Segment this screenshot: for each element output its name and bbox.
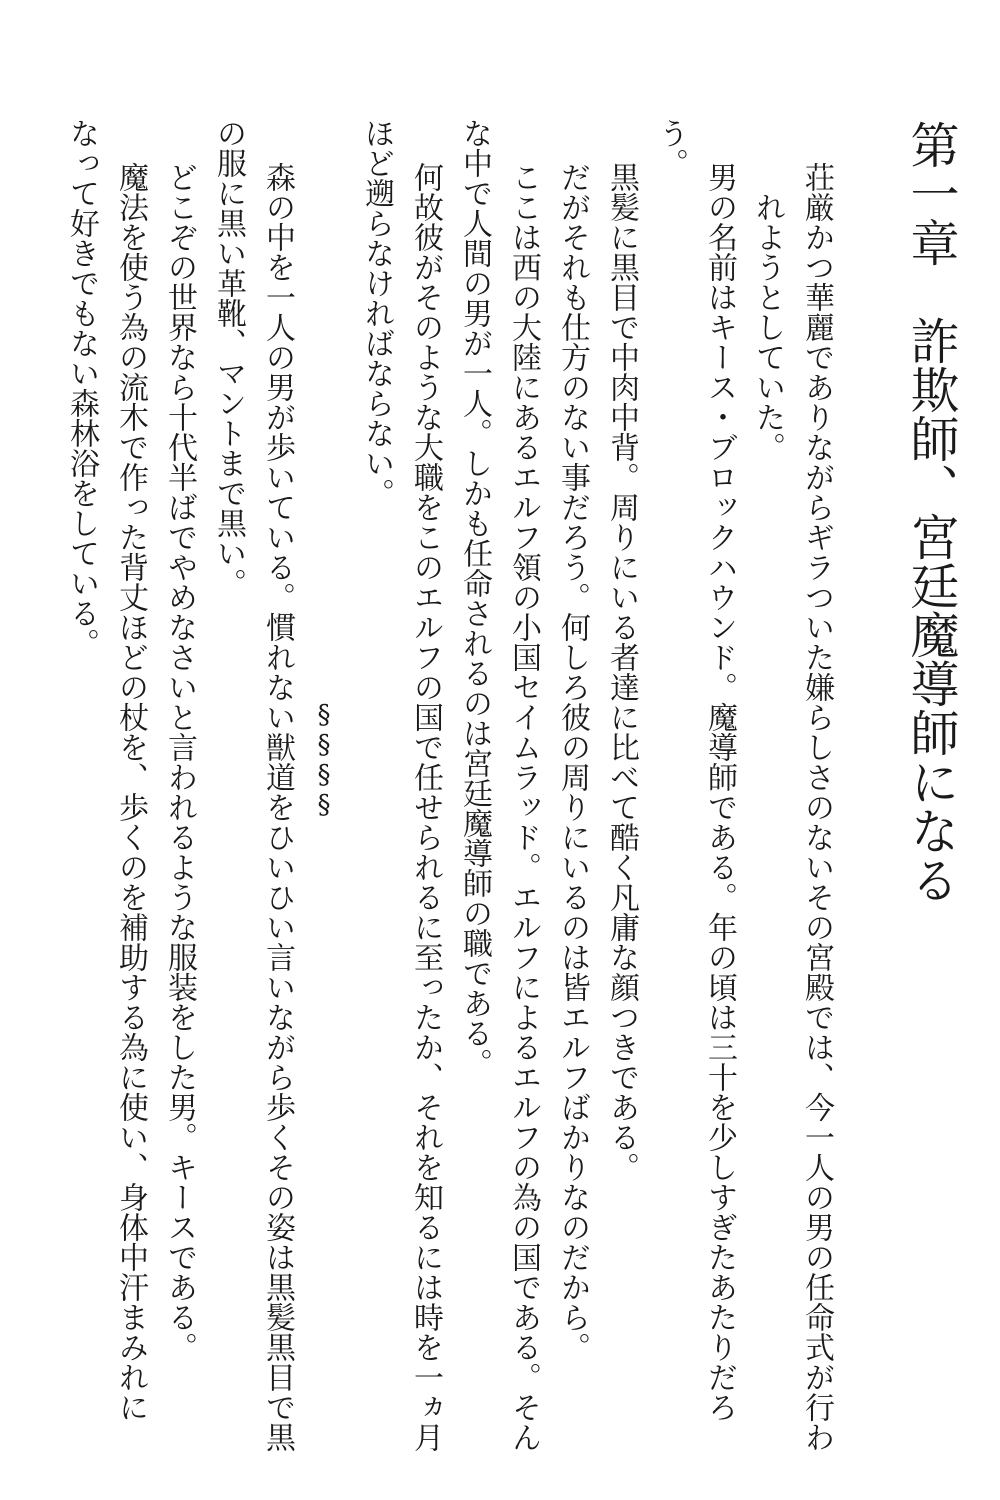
paragraph-6-line-1: 何故彼がそのような大職をこのエルフの国で任せられるに至ったか、それを知るには時を一ヵ月 (408, 162, 443, 1452)
paragraph-8-line-1: どこぞの世界なら十代半ばでやめなさいと言われるような服装をした男。キースである。 (162, 162, 197, 1362)
chapter-title: 第一章 詐欺師、宮廷魔導師になる (903, 120, 960, 904)
paragraph-3-line-1: 黒髪に黒目で中肉中背。周りにいる者達に比べて酷く凡庸な顔つきである。 (604, 162, 639, 1182)
paragraph-6-line-2: ほど遡らなければならない。 (359, 118, 394, 508)
paragraph-2-line-1: 男の名前はキース・ブロックハウンド。魔導師である。年の頃は三十を少しすぎたあたりだろ (702, 162, 737, 1422)
paragraph-1-line-2: れようとしていた。 (750, 192, 785, 462)
paragraph-5-line-2: な中で人間の男が一人。しかも任命されるのは宮廷魔導師の職である。 (457, 118, 492, 1078)
paragraph-1-line-1: 荘厳かつ華麗でありながらギラついた嫌らしさのないその宮殿では、今一人の男の任命式が行わ (799, 162, 834, 1452)
paragraph-9-line-1: 魔法を使う為の流木で作った背丈ほどの杖を、歩くのを補助する為に使い、身体中汗まみれに (113, 162, 148, 1422)
paragraph-9-line-2: なって好きでもない森林浴をしている。 (64, 118, 99, 658)
paragraph-4-line-1: だがそれも仕方のない事だろう。何しろ彼の周りにいるのは皆エルフばかりなのだから。 (555, 162, 590, 1362)
paragraph-5-line-1: ここは西の大陸にあるエルフ領の小国セイムラッド。エルフによるエルフの為の国である。そん (506, 162, 541, 1452)
paragraph-7-line-1: 森の中を一人の男が歩いている。慣れない獣道をひいひい言いながら歩くその姿は黒髪黒目で黒 (260, 162, 295, 1452)
paragraph-7-line-2: の服に黒い革靴、マントまで黒い。 (211, 118, 246, 598)
section-separator: §§§§ (309, 700, 339, 820)
paragraph-2-line-2: う。 (653, 118, 688, 178)
